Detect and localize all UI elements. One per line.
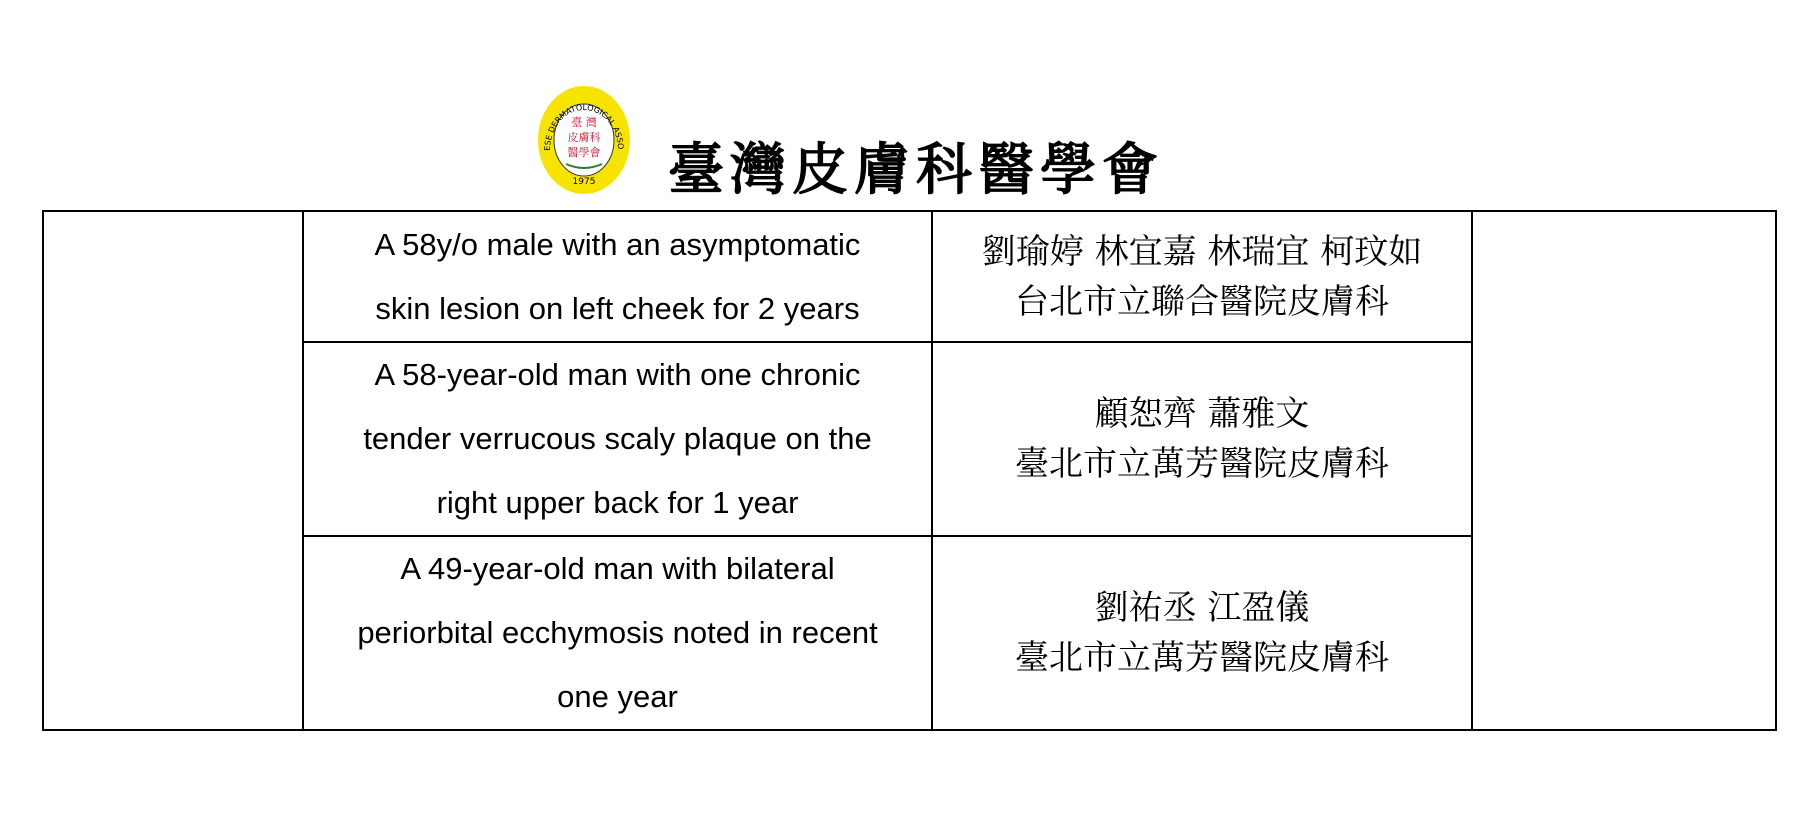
case-description-line: A 58-year-old man with one chronic — [374, 357, 861, 392]
case-description-line: skin lesion on left cheek for 2 years — [375, 290, 860, 326]
logo-center-line-2: 皮膚科 — [567, 131, 601, 144]
case-description-line: A 58y/o male with an asymptomatic — [374, 226, 861, 262]
logo-center-line-3: 醫學會 — [567, 146, 601, 159]
case-authors-cell — [932, 211, 1472, 342]
case-authors-cell — [932, 342, 1472, 536]
case-description-line: periorbital ecchymosis noted in recent — [357, 615, 878, 650]
case-authors: 劉瑜婷 林宜嘉 林瑞宜 柯玟如 — [981, 231, 1423, 272]
case-description-cell — [303, 342, 932, 536]
case-authors-cell — [932, 536, 1472, 730]
case-description-line: right upper back for 1 year — [436, 485, 799, 520]
association-title: 臺灣皮膚科醫學會 — [668, 137, 1164, 203]
left-empty-cell — [43, 211, 303, 730]
table-row — [43, 211, 1776, 342]
right-empty-cell — [1472, 211, 1776, 730]
logo-center-line-1: 臺 灣 — [571, 116, 597, 129]
case-description-line: A 49-year-old man with bilateral — [400, 551, 835, 586]
logo-emblem-icon — [536, 84, 632, 196]
case-description-line: tender verrucous scaly plaque on the — [363, 421, 872, 456]
logo-year: 1975 — [572, 177, 596, 187]
case-table — [42, 210, 1777, 731]
case-description-cell — [303, 211, 932, 342]
case-department: 臺北市立萬芳醫院皮膚科 — [1015, 638, 1389, 678]
case-description-line: one year — [557, 679, 678, 714]
case-description-cell — [303, 536, 932, 730]
logo-ring-text: ESE DERMATOLOGICAL ASSO — [542, 102, 626, 151]
association-logo — [536, 84, 632, 196]
case-authors: 劉祐丞 江盈儀 — [1094, 588, 1310, 628]
case-authors: 顧恕齊 蕭雅文 — [1094, 394, 1310, 434]
case-department: 臺北市立萬芳醫院皮膚科 — [1015, 444, 1389, 484]
case-department: 台北市立聯合醫院皮膚科 — [1015, 281, 1389, 322]
